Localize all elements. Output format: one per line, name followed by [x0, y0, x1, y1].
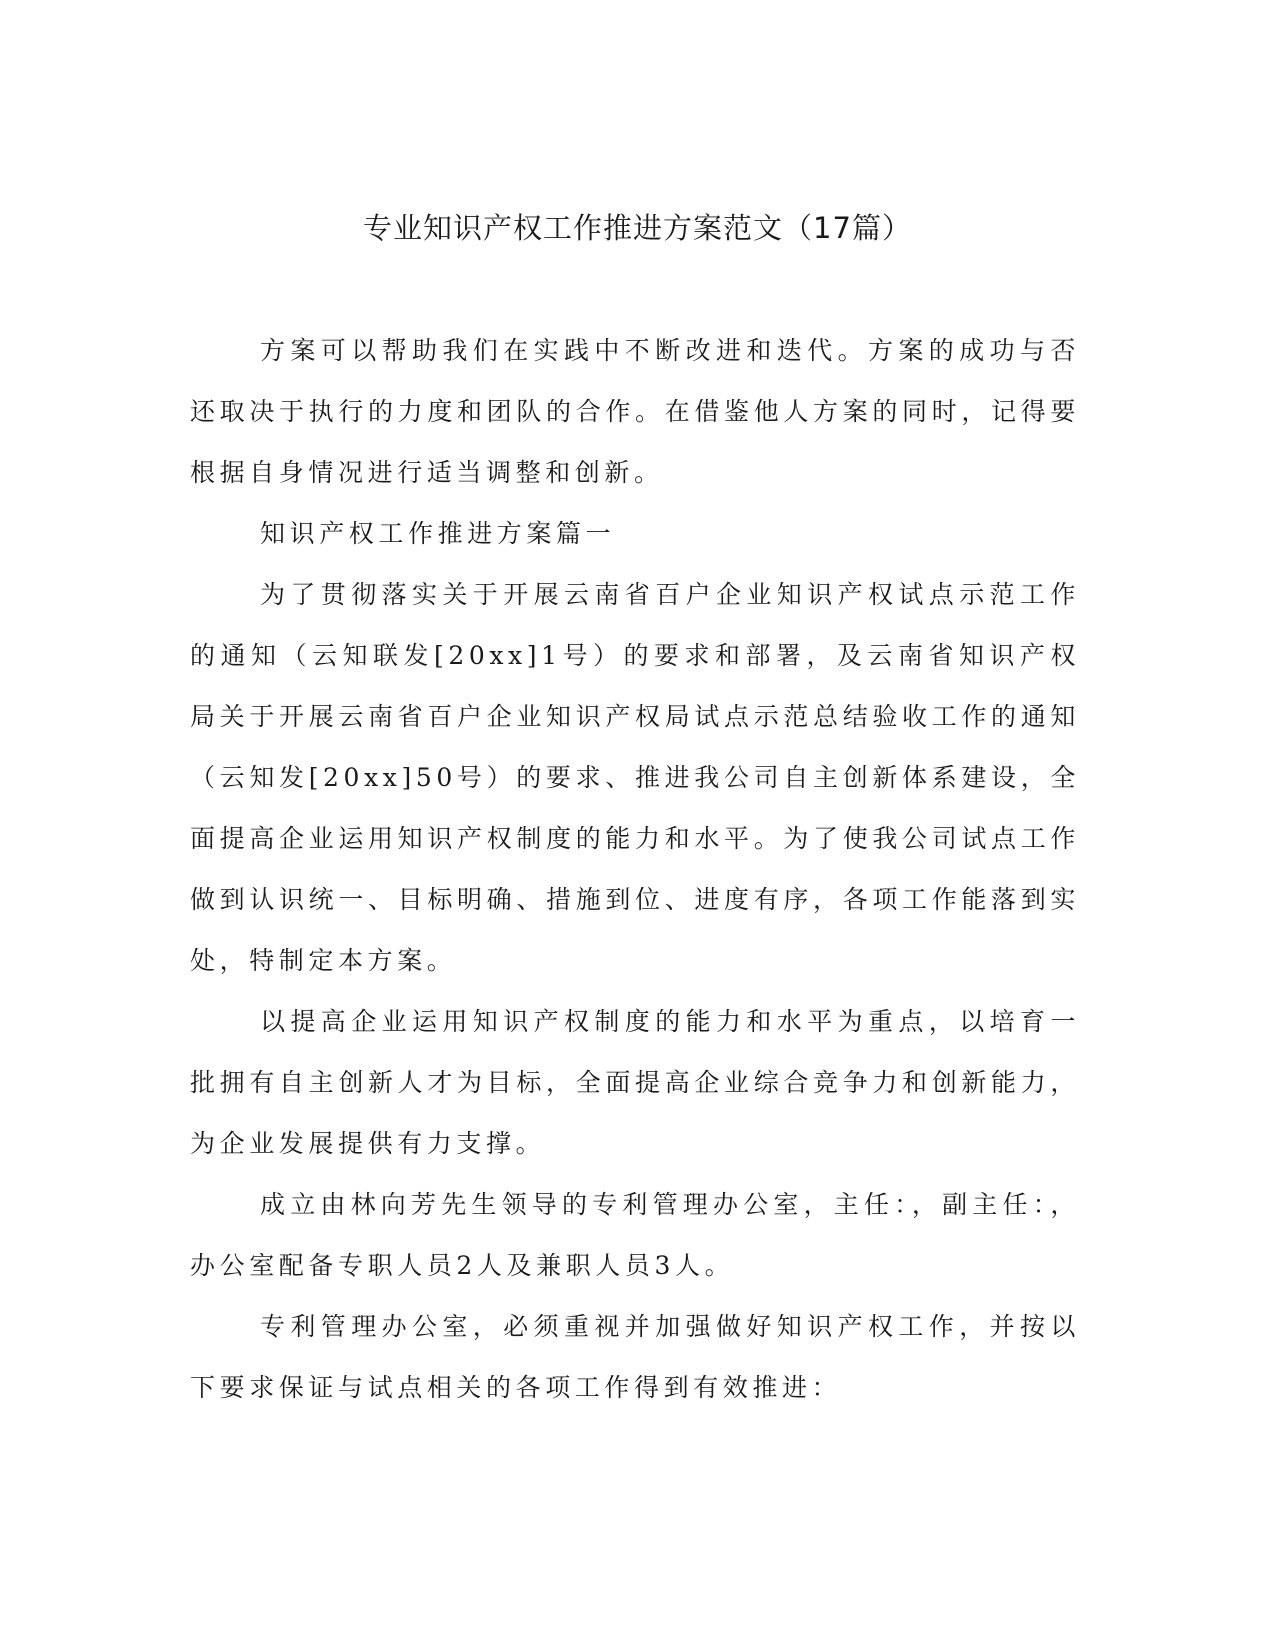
paragraph-office: 成立由林向芳先生领导的专利管理办公室，主任：，副主任：，办公室配备专职人员2人及兼职人员3人。	[190, 1190, 1080, 1280]
section-heading: 知识产权工作推进方案篇一	[260, 519, 616, 548]
document-body	[190, 320, 1080, 1418]
document-title: 专业知识产权工作推进方案范文（17篇）	[363, 211, 912, 245]
paragraph-intro: 方案可以帮助我们在实践中不断改进和迭代。方案的成功与否还取决于执行的力度和团队的合作。在借鉴他人方案的同时，记得要根据自身情况进行适当调整和创新。	[190, 336, 1080, 487]
paragraph-requirements: 专利管理办公室，必须重视并加强做好知识产权工作，并按以下要求保证与试点相关的各项工作得到有效推进：	[190, 1312, 1080, 1402]
paragraph-goal: 以提高企业运用知识产权制度的能力和水平为重点，以培育一批拥有自主创新人才为目标，全面提高企业综合竞争力和创新能力，为企业发展提供有力支撑。	[190, 1007, 1080, 1158]
paragraph-purpose: 为了贯彻落实关于开展云南省百户企业知识产权试点示范工作的通知（云知联发[20xx]1号）的要求和部署，及云南省知识产权局关于开展云南省百户企业知识产权局试点示范总结验收工作的通知（云知发[20xx]50号）的要求、推进我公司自主创新体系建设，全面提高企业运用知识产权制度的能力和水平。为了使我公司试点工作做到认识统一、目标明确、措施到位、进度有序，各项工作能落到实处，特制定本方案。	[190, 580, 1080, 975]
